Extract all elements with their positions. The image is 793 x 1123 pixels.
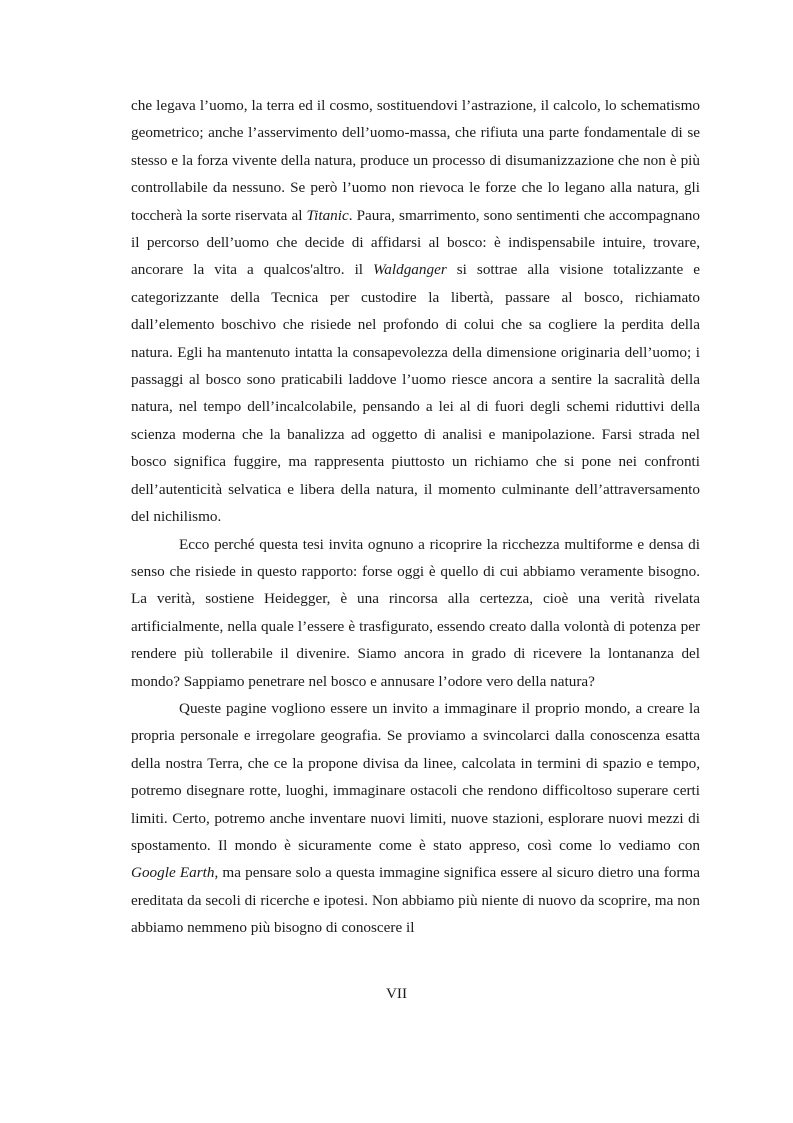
body-text [131,92,700,942]
paragraph-3 [131,695,700,942]
paragraph-1-text-b: . Paura, smarrimento, sono sentimenti che accompagnano il percorso dell’uomo che decide di affidarsi al bosco: è indispensabile intuire, trovare, ancorare la vita a qualcos'altro. il [131,206,700,279]
paragraph-1-text-c: si sottrae alla visione totalizzante e categorizzante della Tecnica per custodire la libertà, passare al bosco, richiamato dall’elemento boschivo che risiede nel profondo di colui che sa cogliere la perdita della natura. Egli ha mantenuto intatta la consapevolezza della dimensione originaria dell’uomo; i passaggi al bosco sono praticabili laddove l’uomo riesce ancora a sentire la sacralità della natura, nel tempo dell’incalcolabile, pensando a lei al di fuori degli schemi riduttivi della scienza moderna che la banalizza ad oggetto di analisi e manipolazione. Farsi strada nel bosco significa fuggire, ma rappresenta piuttosto un richiamo che si pone nei confronti dell’autenticità selvatica e libera della natura, il momento culminante dell’attraversamento del nichilismo. [131,261,700,526]
paragraph-3-text-b: , ma pensare solo a questa immagine significa essere al sicuro dietro una forma ereditata da secoli di ricerche e ipotesi. Non abbiamo più niente di nuovo da scoprire, ma non abbiamo nemmeno più bisogno di conoscere il [131,864,700,937]
titanic-italic: Titanic [306,206,349,224]
waldganger-italic: Waldganger [373,261,447,279]
paragraph-3-text-a: Queste pagine vogliono essere un invito a immaginare il proprio mondo, a creare la propria personale e irregolare geografia. Se proviamo a svincolarci dalla conoscenza esatta della nostra Terra, che ce la propone divisa da linee, calcolata in termini di spazio e tempo, potremo disegnare rotte, luoghi, immaginare ostacoli che rendono difficoltoso superare certi limiti. Certo, potremo anche inventare nuovi limiti, nuove stazioni, esplorare nuovi mezzi di spostamento. Il mondo è sicuramente come è stato appreso, così come lo vediamo con [131,699,700,854]
google-earth-italic: Google Earth [131,864,215,882]
paragraph-1-text-a: che legava l’uomo, la terra ed il cosmo, sostituendovi l’astrazione, il calcolo, lo schematismo geometrico; anche l’asservimento dell’uomo-massa, che rifiuta una parte fondamentale di se stesso e la forza vivente della natura, produce un processo di disumanizzazione che non è più controllabile da nessuno. Se però l’uomo non rievoca le forze che lo legano alla natura, gli toccherà la sorte riservata al [131,97,700,224]
paragraph-2: Ecco perché questa tesi invita ognuno a ricoprire la ricchezza multiforme e densa di senso che risiede in questo rapporto: forse oggi è quello di cui abbiamo veramente bisogno. La verità, sostiene Heidegger, è una rincorsa alla certezza, cioè una verità rivelata artificialmente, nella quale l’essere è trasfigurato, essendo creato dalla volontà di potenza per rendere più tollerabile il divenire. Siamo ancora in grado di ricevere la lontananza del mondo? Sappiamo penetrare nel bosco e annusare l’odore vero della natura? [131,535,700,690]
page-number: VII [385,985,408,1002]
paragraph-1 [131,92,700,531]
